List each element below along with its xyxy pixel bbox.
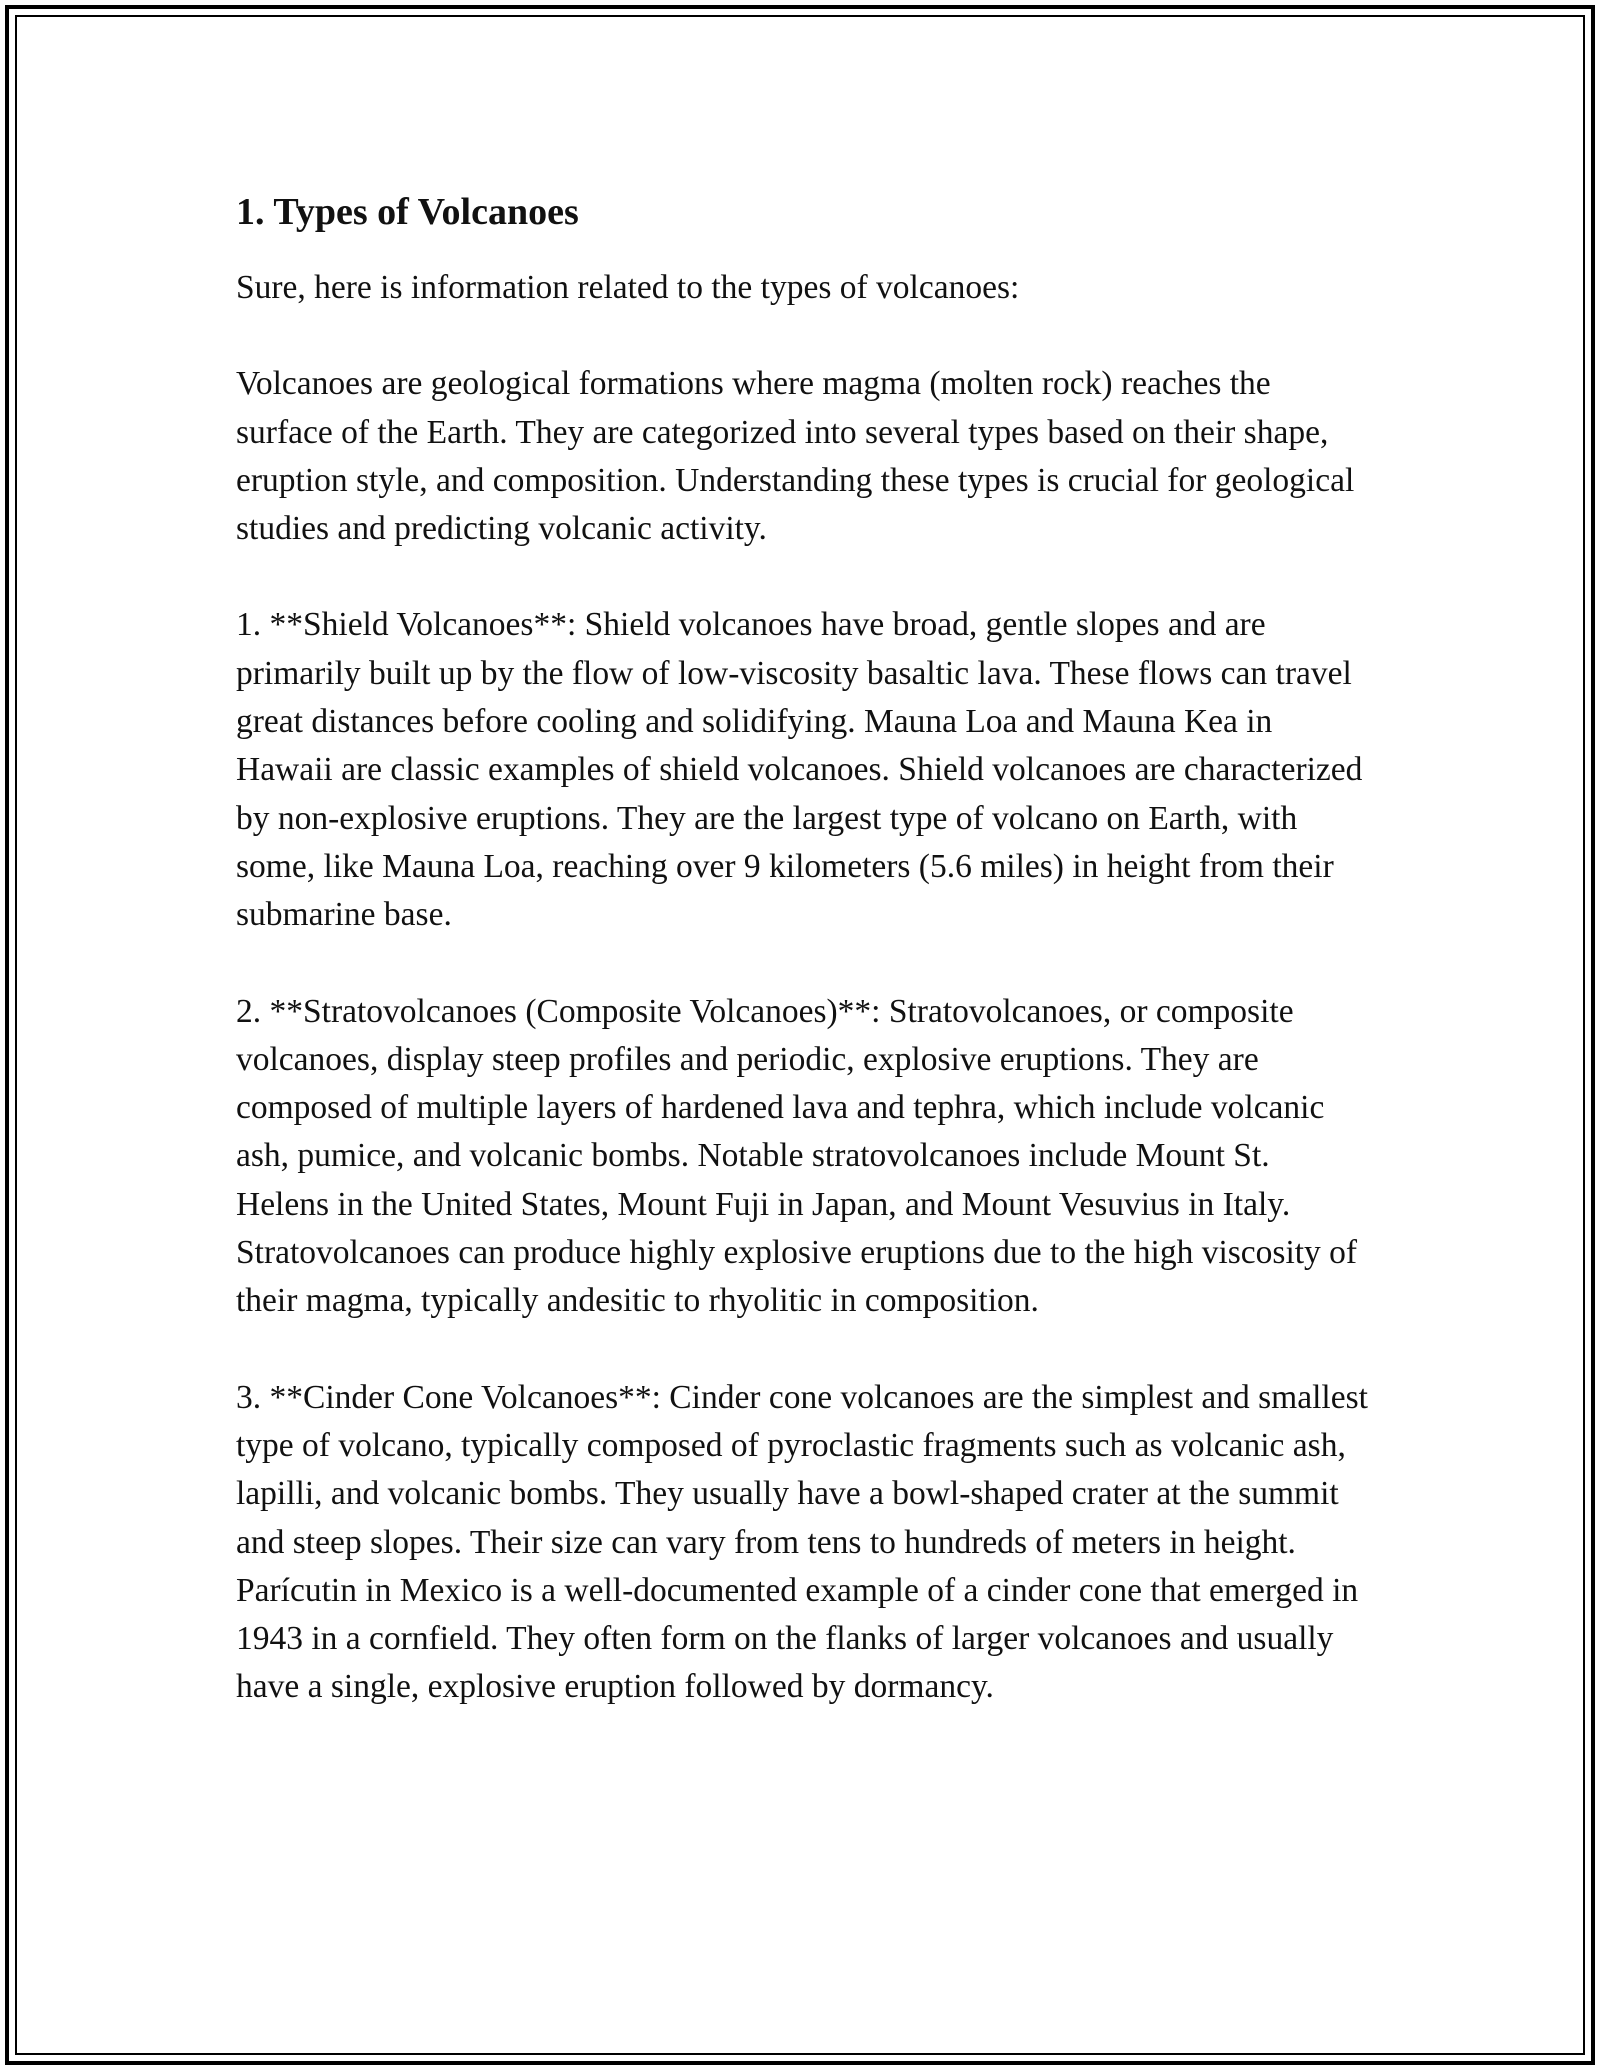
stratovolcanoes-paragraph: 2. **Stratovolcanoes (Composite Volcanoes)**: Stratovolcanoes, or composite volcanoes, display steep profiles and periodic, explosive eruptions. They are composed of multiple layers of hardened lava and tephra, which include volcanic ash, pumice, and volcanic bombs. Notable stratovolcanoes include Mount St. Helens in the United States, Mount Fuji in Japan, and Mount Vesuvius in Italy. Stratovolcanoes can produce highly explosive eruptions due to the high viscosity of their magma, typically andesitic to rhyolitic in composition. xyxy=(236,992,1358,1320)
cinder-cone-paragraph: 3. **Cinder Cone Volcanoes**: Cinder cone volcanoes are the simplest and smallest type of volcano, typically composed of pyroclastic fragments such as volcanic ash, lapilli, and volcanic bombs. They usually have a bowl-shaped crater at the summit and steep slopes. Their size can vary from tens to hundreds of meters in height. Parícutin in Mexico is a well-documented example of a cinder cone that emerged in 1943 in a cornfield. They often form on the flanks of larger volcanoes and usually have a single, explosive eruption followed by dormancy. xyxy=(236,1378,1368,1706)
intro-paragraph: Sure, here is information related to the types of volcanoes: xyxy=(236,269,1020,306)
section-title: 1. Types of Volcanoes xyxy=(236,191,579,233)
document-body xyxy=(236,186,1371,1760)
shield-volcanoes-paragraph: 1. **Shield Volcanoes**: Shield volcanoes have broad, gentle slopes and are primarily built up by the flow of low-viscosity basaltic lava. These flows can travel great distances before cooling and solidifying. Mauna Loa and Mauna Kea in Hawaii are classic examples of shield volcanoes. Shield volcanoes are characterized by non-explosive eruptions. They are the largest type of volcano on Earth, with some, like Mauna Loa, reaching over 9 kilometers (5.6 miles) in height from their submarine base. xyxy=(236,606,1363,934)
overview-paragraph: Volcanoes are geological formations where magma (molten rock) reaches the surface of the Earth. They are categorized into several types based on their shape, eruption style, and composition. Understanding these types is crucial for geological studies and predicting volcanic activity. xyxy=(236,365,1355,548)
